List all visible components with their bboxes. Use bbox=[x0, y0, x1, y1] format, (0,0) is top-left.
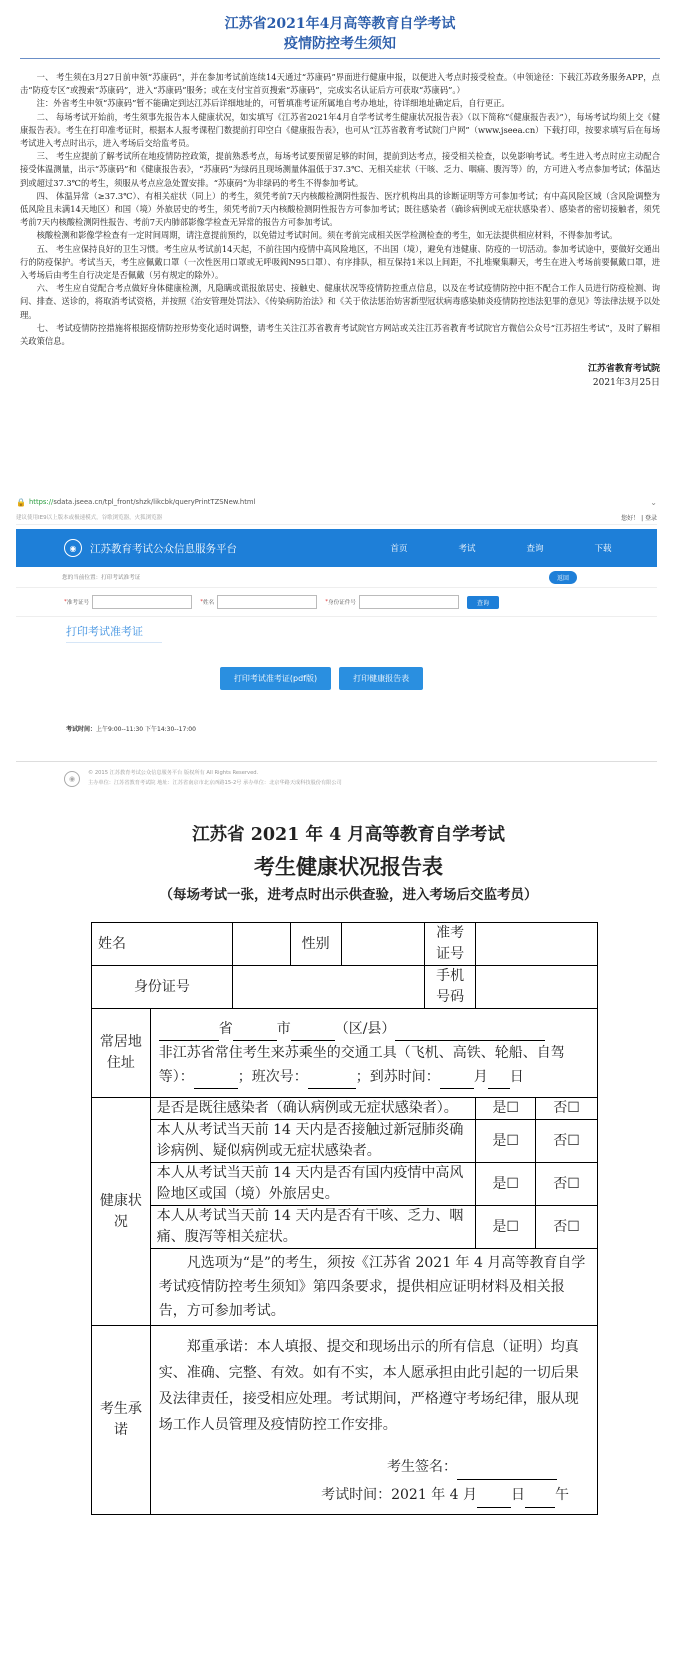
form-subtitle: （每场考试一张，进考点时出示供查验，进入考场后交监考员） bbox=[159, 887, 538, 903]
footer-logo-icon: ◉ bbox=[64, 771, 80, 787]
yes-checkbox[interactable]: 是☐ bbox=[476, 1206, 536, 1249]
search-form: * 准考证号 * 姓名 * 身份证件号 查询 bbox=[16, 588, 657, 617]
promise-label: 考生承诺 bbox=[92, 1326, 151, 1515]
phone-label: 手机号码 bbox=[425, 966, 476, 1009]
yes-checkbox[interactable]: 是☐ bbox=[476, 1163, 536, 1206]
url-protocol: https:// bbox=[28, 498, 54, 506]
name-label: 姓名 bbox=[92, 923, 233, 966]
notice-paragraph: 六、 考生应自觉配合考点做好身体健康检测，凡隐瞒或谎报旅居史、接触史、健康状况等疫情防控重点信息，以及在考试疫情防控中拒不配合工作人员进行防疫检测、询问、排查、送诊的，将取消考试资格，并按照《治安管理处罚法》、《传染病防治法》和《关于依法惩治妨害新型冠状病毒感染肺炎疫情防控违法犯罪的意见》等法律法规予以处理。 bbox=[20, 283, 660, 320]
nav-item-query[interactable]: 查询 bbox=[526, 544, 544, 554]
no-checkbox[interactable]: 否☐ bbox=[536, 1120, 598, 1163]
nav-item-download[interactable]: 下载 bbox=[594, 544, 612, 554]
id-value[interactable] bbox=[232, 966, 424, 1009]
question-3: 本人从考试当天前 14 天内是否有国内疫情中高风险地区或国（境）外旅居史。 bbox=[150, 1163, 476, 1206]
footer-copyright: © 2015 江苏教育考试公众信息服务平台 版权所有 All Rights Reserved. bbox=[88, 770, 259, 776]
breadcrumb-row bbox=[16, 567, 657, 588]
notice-paragraph: 核酸检测和影像学检查有一定时间周期，请注意提前预约，以免错过考试时间。须在考前完成相关医学检测检查的考生，如无法提供相应材料，不得参加考试。 bbox=[36, 230, 618, 241]
name-input[interactable] bbox=[217, 595, 317, 609]
exam-time-line[interactable]: 考试时间：2021 年 4 月 日 午 bbox=[151, 1482, 569, 1508]
residence-value[interactable]: 省 市 （区/县） 非江苏省常住考生来苏乘坐的交通工具（飞机、高铁、轮船、自驾等）： ；班次号： ；到苏时间： 月 日 bbox=[150, 1009, 597, 1098]
browser-tip: 建议使用IE9以上版本或极速模式，谷歌浏览器，火狐浏览器 bbox=[16, 515, 163, 521]
ticket-value[interactable] bbox=[476, 923, 598, 966]
address-bar[interactable] bbox=[16, 494, 657, 510]
gender-label: 性别 bbox=[290, 923, 341, 966]
health-label: 健康状况 bbox=[92, 1098, 151, 1326]
notice-divider bbox=[20, 58, 660, 59]
name-label: 姓名 bbox=[202, 600, 215, 606]
gender-value[interactable] bbox=[341, 923, 424, 966]
signature-line[interactable] bbox=[151, 1454, 557, 1480]
health-note: 凡选项为“是”的考生，须按《江苏省 2021 年 4 月高等教育自学考试疫情防控考生须知》第四条要求，提供相应证明材料及相关报告，方可参加考试。 bbox=[150, 1249, 597, 1326]
nav-item-exam[interactable]: 考试 bbox=[458, 544, 476, 554]
no-checkbox[interactable]: 否☐ bbox=[536, 1098, 598, 1120]
table-row bbox=[92, 1326, 598, 1515]
notice-paragraph: 二、 每场考试开始前，考生须事先报告本人健康状况，如实填写《江苏省2021年4月自学考试考生健康状况报告表》（以下简称“《健康报告表》”），每场考试均须上交《健康报告表》。考生在打印准考证时，根据本人报考课程门数提前打印空白《健康报告表》，也可从“江苏省教育考试院门户网”（www.jseea.cn）下载打印，按要求填写后在每场考试进入考点时出示，进入考场后交给监考员。 bbox=[20, 111, 660, 149]
table-row bbox=[92, 923, 598, 966]
name-value[interactable] bbox=[232, 923, 290, 966]
main-nav bbox=[365, 542, 637, 554]
notice-paragraph: 三、 考生应提前了解考试所在地疫情防控政策，提前熟悉考点，每场考试要预留足够的时间，提前到达考点，接受相关检查，以免影响考试。考生进入考点时应主动配合接受体温测量，出示“苏康码”和《健康报告表》，“苏康码”为绿码且现场测量体温低于37.3℃、无相关症状（干咳、乏力、咽痛、腹泻等）的，方可进入考点参加考试；体温达到或超过37.3℃的考生，须服从考点应急处置安排。“苏康码”为非绿码的考生不得参加考试。 bbox=[20, 151, 660, 188]
exam-time-value: 上午9:00--11:30 下午14:30--17:00 bbox=[96, 726, 196, 733]
form-title-line2: 考生健康状况报告表 bbox=[254, 854, 443, 879]
notice-title-line2: 疫情防控考生须知 bbox=[284, 36, 396, 52]
table-row bbox=[92, 1009, 598, 1098]
chevron-down-icon[interactable]: ⌄ bbox=[650, 497, 657, 507]
notice-org: 江苏省教育考试院 bbox=[587, 364, 660, 375]
question-4: 本人从考试当天前 14 天内是否有干咳、乏力、咽痛、腹泻等相关症状。 bbox=[150, 1206, 476, 1249]
ticket-input[interactable] bbox=[92, 595, 192, 609]
notice-paragraph: 注：外省考生申领“苏康码”暂不能确定到达江苏后详细地址的，可暂填准考证所属地自考办地址，待详细地址确定后，自行更正。 bbox=[36, 98, 510, 109]
nav-item-home[interactable]: 首页 bbox=[390, 544, 408, 554]
url-text: sdata.jseea.cn/tpl_front/shzk/likcbk/queryPrintTZSNew.html bbox=[53, 498, 256, 506]
site-header bbox=[16, 529, 657, 567]
no-checkbox[interactable]: 否☐ bbox=[536, 1206, 598, 1249]
back-button[interactable]: 返回 bbox=[549, 571, 577, 584]
notice-body bbox=[20, 71, 660, 348]
yes-checkbox[interactable]: 是☐ bbox=[476, 1120, 536, 1163]
login-link[interactable]: 您好！ | 登录 bbox=[621, 514, 657, 522]
site-brand: 江苏教育考试公众信息服务平台 bbox=[90, 542, 237, 555]
site-logo-icon: ◉ bbox=[64, 539, 82, 557]
notice-paragraph: 五、 考生应保持良好的卫生习惯。考生应从考试前14天起，不前往国内疫情中高风险地区，不出国（境），避免有违健康、防疫的一切活动。参加考试途中，要做好交通出行的防疫保护。考试当天，考生应佩戴口罩（一次性医用口罩或无呼吸阀N95口罩）、有序排队，相互保持1米以上间距，不扎堆聚集聊天，考生在进入考场前要佩戴口罩，进入考场后由考生自行决定是否佩戴（另有规定的除外）。 bbox=[20, 243, 660, 281]
phone-value[interactable] bbox=[476, 966, 598, 1009]
lock-icon: 🔒 bbox=[16, 497, 26, 507]
health-table bbox=[91, 922, 598, 1515]
yes-checkbox[interactable]: 是☐ bbox=[476, 1098, 536, 1120]
notice-paragraph: 七、 考试疫情防控措施将根据疫情防控形势变化适时调整，请考生关注江苏省教育考试院官方网站或关注江苏省教育考试院官方微信公众号“江苏招生考试”，及时了解相关政策信息。 bbox=[20, 322, 660, 347]
form-title-line1: 江苏省 2021 年 4 月高等教育自学考试 bbox=[192, 825, 505, 845]
print-ticket-button[interactable]: 打印考试准考证(pdf版) bbox=[220, 667, 331, 690]
ticket-label: 准考证号 bbox=[425, 923, 476, 966]
breadcrumb: 您的当前位置：打印考试准考证 bbox=[62, 575, 141, 581]
table-row bbox=[92, 966, 598, 1009]
question-2: 本人从考试当天前 14 天内是否接触过新冠肺炎确诊病例、疑似病例或无症状感染者。 bbox=[150, 1120, 476, 1163]
notice-paragraph: 四、 体温异常（≥37.3℃）、有相关症状（同上）的考生，须凭考前7天内核酸检测阴性报告、医疗机构出具的诊断证明等方可参加考试；有中高风险区域（含风险调整为低风险且未满14天地区）和国（境）外旅居史的考生，须凭考前7天内核酸检测阴性报告方可参加考试；既往感染者（确诊病例或无症状感染者）、感染者的密切接触者，须凭考前7天内核酸检测阴性报告、考前7天内肺部影像学检查无异常的报告方可参加考试。 bbox=[20, 190, 660, 228]
question-1: 是否是既往感染者（确认病例或无症状感染者）。 bbox=[150, 1098, 476, 1120]
exam-time-label: 考试时间： bbox=[66, 726, 97, 733]
id-input[interactable] bbox=[359, 595, 459, 609]
website-screenshot bbox=[16, 494, 657, 786]
health-report-form bbox=[0, 822, 697, 1503]
notice-section bbox=[20, 14, 660, 390]
notice-paragraph: 一、 考生须在3月27日前申领“苏康码”，并在参加考试前连续14天通过“苏康码”界面进行健康申报，以便进入考点时接受检查。（申领途径：下载江苏政务服务APP，点击“防疫专区”或搜索“苏康码”，进入“苏康码”服务；或在支付宝首页搜索“苏康码”，完成实名认证后方可获取“苏康码”。） bbox=[20, 72, 660, 96]
table-row bbox=[92, 1163, 598, 1206]
top-strip bbox=[16, 510, 657, 525]
ticket-label: 准考证号 bbox=[66, 600, 90, 606]
promise-cell bbox=[150, 1326, 597, 1515]
id-label: 身份证号 bbox=[92, 966, 233, 1009]
promise-text: 郑重承诺：本人填报、提交和现场出示的所有信息（证明）均真实、准确、完整、有效。如有不实，本人愿承担由此引起的一切后果及法律责任，接受相应处理。考试期间，严格遵守考场纪律，服从现场工作人员管理及疫情防控工作安排。 bbox=[158, 1339, 579, 1433]
id-label: 身份证件号 bbox=[327, 600, 356, 606]
print-buttons bbox=[0, 667, 657, 690]
exam-time-label: 考试时间：2021 年 4 月 bbox=[321, 1487, 477, 1503]
print-health-button[interactable]: 打印健康报告表 bbox=[339, 667, 423, 690]
notice-signature bbox=[20, 362, 660, 390]
table-row bbox=[92, 1206, 598, 1249]
table-row bbox=[92, 1249, 598, 1326]
print-section-title: 打印考试准考证 bbox=[66, 623, 162, 643]
no-checkbox[interactable]: 否☐ bbox=[536, 1163, 598, 1206]
residence-label: 常居地住址 bbox=[92, 1009, 151, 1098]
signature-label: 考生签名： bbox=[387, 1459, 457, 1475]
notice-title-line1: 江苏省2021年4月高等教育自学考试 bbox=[224, 16, 456, 32]
site-footer bbox=[16, 761, 657, 788]
exam-time bbox=[66, 724, 657, 733]
table-row bbox=[92, 1098, 598, 1120]
notice-date: 2021年3月25日 bbox=[592, 378, 660, 389]
query-button[interactable]: 查询 bbox=[467, 596, 499, 609]
table-row bbox=[92, 1120, 598, 1163]
footer-info: 主办单位：江苏省教育考试院 地址：江苏省南京市北京西路15-2号 承办单位：北京华路天成科技股份有限公司 bbox=[88, 780, 342, 786]
